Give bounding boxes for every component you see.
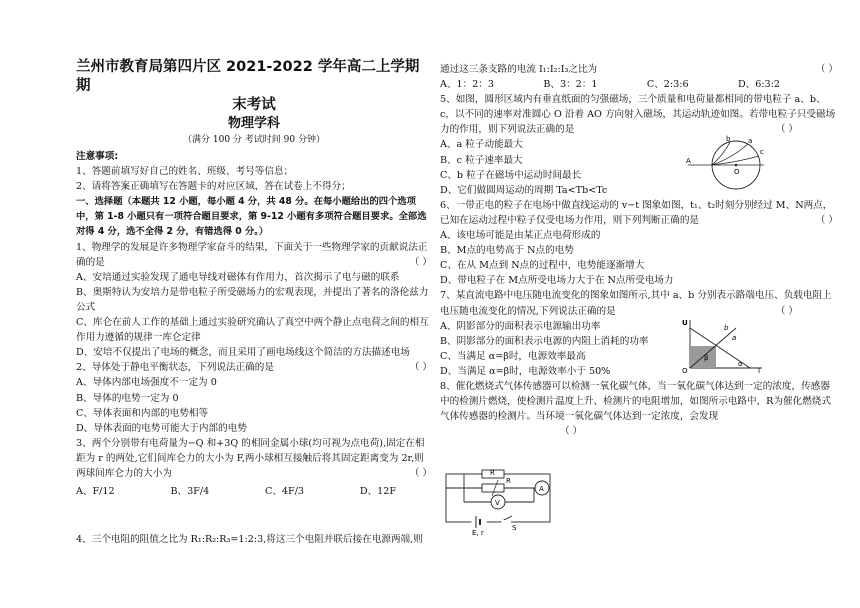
exam-meta: （满分 100 分 考试时间 90 分钟）: [183, 135, 325, 145]
q4-option-b: B、3：2：1: [543, 79, 598, 91]
left-column: [76, 58, 432, 545]
switch-gap: [501, 520, 511, 524]
label-beta: β: [704, 354, 709, 362]
label-r: R: [506, 477, 511, 485]
label-b: b: [726, 135, 731, 143]
resistor-sensor: [482, 484, 504, 492]
q6-option-b: B、M点的电势高于 N点的电势: [440, 245, 574, 257]
q5-option-d: D、它们做圆周运动的周期 Ta<Tb<Tc: [440, 184, 608, 196]
label-i: I: [758, 367, 761, 374]
q8-circuit-figure: [438, 468, 558, 536]
q7-option-c: C、当满足 α=β时，电源效率最高: [440, 350, 586, 362]
q1-option-b: B、奥斯特认为安培力是带电粒子所受磁场力的宏观表现，并提出了著名的洛伦兹力公式: [76, 286, 429, 313]
q1-stem: 1、物理学的发展是许多物理学家奋斗的结果，下面关于一些物理学家的贡献说法正确的是 （ ）: [76, 241, 432, 268]
exam-subject: 物理学科: [227, 116, 280, 131]
q4-option-c: C、2:3:6: [646, 79, 689, 91]
q4-stem: 4、三个电阻的阻值之比为 R₁:R₂:R₃=1:2:3,将这三个电阻并联后接在电源两端,则: [76, 534, 423, 545]
q2-option-d: D、导体表面的电势可能大于内部的电势: [76, 422, 247, 434]
label-b: b: [724, 324, 729, 332]
label-o: O: [734, 168, 740, 176]
q5-option-a: A、a 粒子动能最大: [440, 139, 523, 151]
q4-option-d: D、6:3:2: [737, 79, 780, 91]
q2-option-c: C、导体表面和内部的电势相等: [76, 407, 209, 419]
label-a: a: [748, 137, 753, 145]
q5-option-b: B、c 粒子速率最大: [440, 154, 523, 166]
q2-option-b: B、导体的电势一定为 0: [76, 392, 179, 404]
right-column: [440, 62, 838, 439]
q7-option-d: D、当满足 α=β时，电源效率小于 50%: [440, 365, 611, 377]
q7-ui-graph-figure: [680, 316, 764, 374]
label-u: U: [682, 319, 688, 327]
q1-option-d: D、安培不仅提出了电场的概念，而且采用了画电场线这个简洁的方法描述电场: [76, 347, 410, 359]
q2-stem: 2、导体处于静电平衡状态，下列说法正确的是 （ ）: [76, 362, 432, 374]
q3-option-c: C、4F/3: [265, 486, 305, 498]
label-a-point: A: [686, 157, 691, 165]
label-e-r: E, r: [472, 529, 484, 536]
section1-heading: 一、选择题（本题共 12 小题，每小题 4 分，共 48 分。在每小题给出的四个选项中，第 1-8 小题只有一项符合题目要求，第 9-12 小题有多项符合题目要求。全部选对得 4 分，选不全得 2 分，有错选得 0 分。）: [76, 196, 427, 238]
q7-stem: 7、某直流电路中电压随电流变化的图象如图所示,其中 a、b 分别表示路端电压、负载电阻上电压随电流变化的情况,下列说法正确的是 （ ）: [440, 290, 832, 317]
trajectory-a: [712, 144, 748, 165]
q6-option-a: A、该电场可能是由某正点电荷形成的: [440, 230, 601, 242]
notice-heading: 注意事项:: [76, 151, 119, 162]
q4-options: [440, 77, 780, 92]
label-alpha: α: [738, 360, 743, 368]
label-v: V: [495, 499, 500, 507]
label-a: a: [732, 334, 737, 342]
label-o: O: [682, 367, 688, 374]
label-c: c: [760, 148, 764, 156]
q8-stem: 8、催化燃烧式气体传感器可以检测一氧化碳气体，当一氧化碳气体达到一定的浓度，传感器中的检测片燃烧，使检测片温度上升、检测片的电阻增加，如图所示电路中，R为催化燃烧式气体传感器的检测片。当环境一氧化碳气体达到一定浓度，会发现（ ）: [440, 380, 831, 438]
q3-option-a: A、F/12: [76, 486, 115, 498]
q3-option-b: B、3F/4: [170, 486, 210, 498]
q6-option-d: D、带电粒子在 M点所受电场力大于在 N点所受电场力: [440, 275, 674, 287]
q3-options: [76, 484, 396, 499]
q1-option-c: C、库仑在前人工作的基础上通过实验研究确认了真空中两个静止点电荷之间的相互作用力遵循的规律一库仑定律: [76, 317, 429, 344]
label-r-top: R: [490, 469, 495, 477]
label-s: S: [512, 524, 517, 532]
q7-option-a: A、阴影部分的面积表示电源输出功率: [440, 320, 601, 332]
q2-option-a: A、导体内部电场强度不一定为 0: [76, 377, 217, 389]
exam-title-line2: 末考试: [232, 97, 276, 113]
notice-item: 1、答题前填写好自己的姓名、班级、考号等信息；: [76, 166, 294, 178]
exam-title-line1: 兰州市教育局第四片区 2021-2022 学年高二上学期期: [76, 59, 420, 94]
q6-option-c: C、在从 M点到 N点的过程中，电势能逐渐增大: [440, 260, 645, 272]
center-o: [735, 164, 738, 167]
q7-option-b: B、阴影部分的面积表示电源的内阻上消耗的功率: [440, 335, 649, 347]
notice-item: 2、请将答案正确填写在答题卡的对应区域，答在试卷上不得分；: [76, 181, 351, 193]
q6-stem: 6、一带正电的粒子在电场中做直线运动的 v−t 图象如图，t₁、t₂时刻分别经过 M、N两点，已知在运动过程中粒子仅受电场力作用，则下列判断正确的是 （ ）: [440, 199, 838, 226]
q1-option-a: A、安培通过实验发现了通电导线对磁体有作用力，首次揭示了电与磁的联系: [76, 271, 400, 283]
q4-stem-cont: 通过这三条支路的电流 I₁:I₂:I₃之比为 （ ）: [440, 64, 838, 75]
q5-stem: 5、如图，圆形区域内有垂直纸面的匀强磁场，三个质量和电荷量都相同的带电粒子 a、b、c，以不同的速率对准圆心 O 沿着 AO 方向射入磁场，其运动轨迹如图。若带电粒子只受磁场力的作用，则下列说法正确的是 （ ）: [440, 94, 836, 136]
q3-stem: 3、两个分别带有电荷量为−Q 和+3Q 的相同金属小球(均可视为点电荷),固定在相距为 r 的两处,它们间库仑力的大小为 F,两小球相互接触后将其固定距离变为 2r,则两球间库仑力的大小为 （ ）: [76, 437, 432, 479]
q3-option-d: D、12F: [359, 486, 396, 498]
q5-magnetic-field-figure: [686, 134, 770, 196]
q4-option-a: A、1：2：3: [440, 79, 495, 91]
label-a: A: [539, 485, 544, 493]
q5-option-c: C、b 粒子在磁场中运动时间最长: [440, 169, 582, 181]
